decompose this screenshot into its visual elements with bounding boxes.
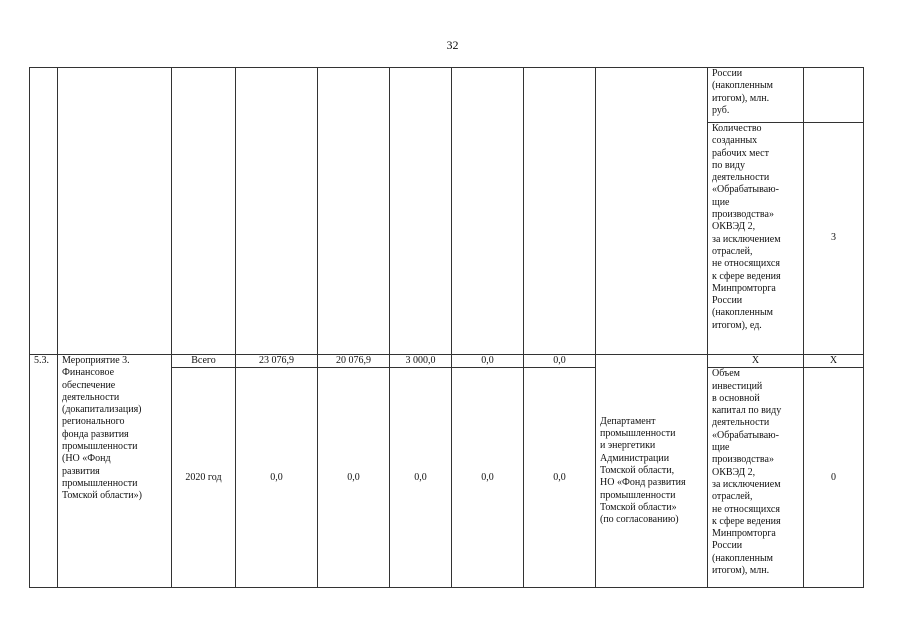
value-cell: 0,0: [524, 355, 596, 368]
indicator-value-cell: [804, 68, 864, 123]
indicator-value-cell: 3: [804, 123, 864, 355]
program-table: [29, 67, 864, 588]
value-cell: 0,0: [318, 368, 390, 588]
period-cell: Всего: [172, 355, 236, 368]
value-cell: 20 076,9: [318, 355, 390, 368]
empty-number-cell: [30, 68, 58, 355]
value-cell: 0,0: [452, 368, 524, 588]
row-5-3-total: [30, 355, 864, 368]
empty-local-cell: [452, 68, 524, 355]
empty-name-cell: [58, 68, 172, 355]
empty-regional-cell: [390, 68, 452, 355]
measure-name-cell: Мероприятие 3. Финансовое обеспечение деятельности (докапитализация) регионального фонда развития промышленности (НО «Фонд развития промышленности Томской области»): [58, 355, 172, 588]
empty-period-cell: [172, 68, 236, 355]
indicator-name-cell: X: [708, 355, 804, 368]
value-cell: 3 000,0: [390, 355, 452, 368]
period-cell: 2020 год: [172, 368, 236, 588]
value-cell: 0,0: [452, 355, 524, 368]
empty-extra-cell: [524, 68, 596, 355]
indicator-name-cell: Объем инвестиций в основной капитал по виду деятельности «Обрабатываю- щие производства» ОКВЭД 2, за исключением отраслей, не относящихся к сфере ведения Минпромторга России (накопленным итогом), млн.: [708, 368, 804, 588]
value-cell: 0,0: [236, 368, 318, 588]
continuation-row-1: [30, 68, 864, 123]
empty-federal-cell: [318, 68, 390, 355]
indicator-value-cell: 0: [804, 368, 864, 588]
empty-total-cell: [236, 68, 318, 355]
value-cell: 0,0: [524, 368, 596, 588]
indicator-name-cell: России (накопленным итогом), млн. руб.: [708, 68, 804, 123]
indicator-value-cell: X: [804, 355, 864, 368]
empty-executor-cell: [596, 68, 708, 355]
value-cell: 23 076,9: [236, 355, 318, 368]
page-number: 32: [446, 38, 459, 52]
indicator-name-cell: Количество созданных рабочих мест по виду деятельности «Обрабатываю- щие производства» ОКВЭД 2, за исключением отраслей, не относящихся к сфере ведения Минпромторга России (накопленным итогом), ед.: [708, 123, 804, 355]
value-cell: 0,0: [390, 368, 452, 588]
executor-cell: Департамент промышленности и энергетики Администрации Томской области, НО «Фонд развития промышленности Томской области» (по согласованию): [596, 355, 708, 588]
row-number-cell: 5.3.: [30, 355, 58, 588]
